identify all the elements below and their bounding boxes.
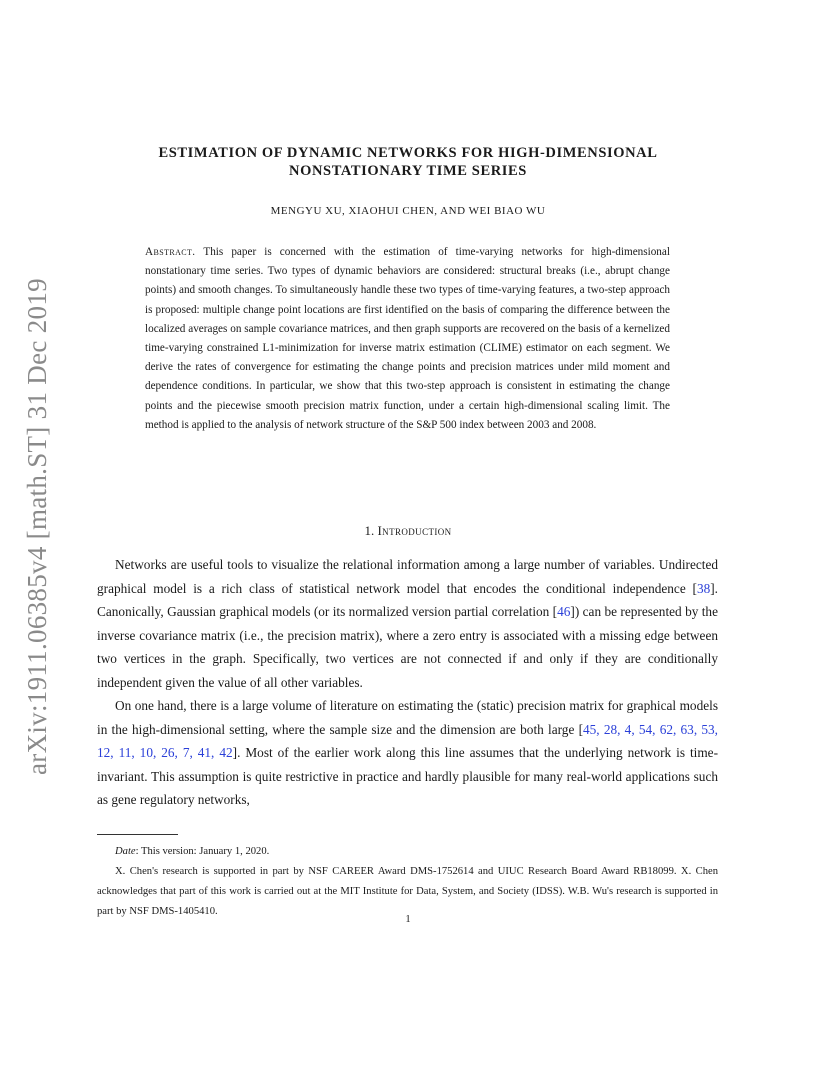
paper-title <box>98 144 718 180</box>
abstract-label: Abstract. <box>145 246 196 258</box>
author-list: MENGYU XU, XIAOHUI CHEN, AND WEI BIAO WU <box>270 205 546 217</box>
title-line-2: NONSTATIONARY TIME SERIES <box>289 163 527 179</box>
paragraph-1-text-c: ]) can be represented by the inverse covariance matrix (i.e., the precision matrix), where a zero entry is associated with a missing edge between two vertices in the graph. Specifically, two vertices are not connected if and only if they are conditionally independent given the value of all other variables. <box>97 604 718 690</box>
abstract-text: This paper is concerned with the estimation of time-varying networks for high-dimensional nonstationary time series. Two types of dynamic behaviors are considered: structural breaks (i.e., abrupt change points) and smooth changes. To simultaneously handle these two types of time-varying features, a two-step approach is proposed: multiple change point locations are first identified on the basis of comparing the difference between the localized averages on sample covariance matrices, and then graph supports are recovered on the basis of a kernelized time-varying constrained L1-minimization for inverse matrix estimation (CLIME) estimator on each segment. We derive the rates of convergence for estimating the change points and precision matrices under mild moment and dependence conditions. In particular, we show that this two-step approach is consistent in estimating the change points and the piecewise smooth precision matrix function, under a certain high-dimensional scaling limit. The method is applied to the analysis of network structure of the S&P 500 index between 2003 and 2008. <box>145 246 670 431</box>
date-text: : This version: January 1, 2020. <box>135 846 270 857</box>
date-label: Date <box>115 846 136 857</box>
section-heading <box>98 523 718 539</box>
title-line-1: ESTIMATION OF DYNAMIC NETWORKS FOR HIGH-DIMENSIONAL <box>158 145 658 161</box>
paragraph-2 <box>97 694 718 812</box>
footnote-date <box>97 842 718 862</box>
body-text <box>97 553 718 812</box>
citation-link[interactable]: 46 <box>557 604 571 619</box>
arxiv-identifier-stamp: arXiv:1911.06385v4 [math.ST] 31 Dec 2019 <box>22 278 52 775</box>
paragraph-1-text-b: ]. Canonically, Gaussian graphical models (or its normalized version partial correlation [ <box>97 580 718 619</box>
paragraph-1 <box>97 553 718 694</box>
paragraph-2-text-b: ]. Most of the earlier work along this line assumes that the underlying network is time-invariant. This assumption is quite restrictive in practice and hardly plausible for many real-world applications such as gene regulatory networks, <box>97 745 719 807</box>
abstract <box>145 243 670 435</box>
footnote-divider <box>97 834 178 835</box>
paragraph-1-text-a: Networks are useful tools to visualize the relational information among a large number of variables. Undirected graphical model is a rich class of statistical network model that encodes the conditional independence [ <box>97 557 718 596</box>
section-number: 1. <box>364 523 375 538</box>
citation-link[interactable]: 38 <box>696 580 711 596</box>
page-number: 1 <box>405 914 411 925</box>
footnotes <box>97 842 718 922</box>
paragraph-2-text-a: On one hand, there is a large volume of literature on estimating the (static) precision matrix for graphical models in the high-dimensional setting, where the sample size and the dimension are both large [ <box>97 698 718 737</box>
citation-links-group[interactable]: 45, 28, 4, 54, 62, 63, 53, 12, 11, 10, 26, 7, 41, 42 <box>97 721 718 760</box>
footnote-funding: X. Chen's research is supported in part by NSF CAREER Award DMS-1752614 and UIUC Research Board Award RB18099. X. Chen acknowledges that part of this work is carried out at the MIT Institute for Data, System, and Society (IDSS). W.B. Wu's research is supported in part by NSF DMS-1405410. <box>97 866 718 917</box>
section-title: Introduction <box>377 523 452 538</box>
